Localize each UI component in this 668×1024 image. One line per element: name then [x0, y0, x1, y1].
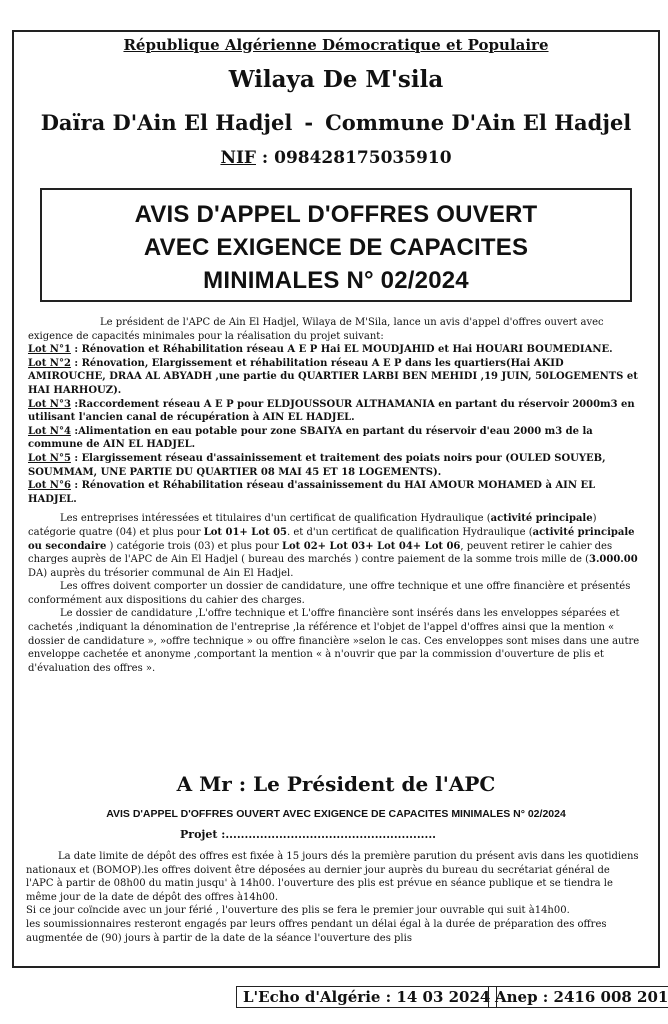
holiday-paragraph: Si ce jour coïncide avec un jour férié , l'ouverture des plis se fera le premier jour ouvrable qui suit à14h00.	[26, 905, 570, 917]
qualif-bold: Lot 01+ Lot 05	[203, 526, 287, 538]
title-line-1: AVIS D'APPEL D'OFFRES OUVERT	[134, 201, 538, 228]
offers-paragraph: Les offres doivent comporter un dossier de candidature, une offre technique et une offre financière et présentés conformément aux dispositions du cahier des charges.	[28, 581, 631, 606]
dossier-paragraph: Le dossier de candidature ,L'offre technique et L'offre financière sont insérés dans les enveloppes séparées et cachetés ,indiquant la dénomination de l'entreprise ,la référence et l'objet de l'appel d'offres ainsi que la mention « dossier de candidature », »offre technique » ou offre financière »selon le cas. Ces enveloppes sont mises dans une autre enveloppe cachetée et anonyme ,comportant la mention « à n'ouvrir que par la commission d'ouverture de plis et d'évaluation des offres ».	[28, 608, 640, 674]
commitment-paragraph: les soumissionnaires resteront engagés par leurs offres pendant un délai égal à la durée de préparation des offres augmentée de (90) jours à partir de la date de la séance l'ouverture des plis	[26, 918, 607, 944]
newspaper-reference: L'Echo d'Algérie : 14 03 2024	[236, 986, 497, 1008]
notice-title-box	[40, 188, 632, 302]
qualif-bold: 3.000.00	[588, 554, 638, 566]
qualification-paragraph	[28, 512, 640, 580]
lot-text: : Rénovation, Elargissement et réhabilitation réseau A E P dans les quartiers(Hai AKID AMIROUCHE, DRAA AL ABYADH ,une partie du QUARTIER LARBI BEN MEHIDI ,19 JUIN, 50LOGEMENTS et HAI HARHOUZ).	[28, 357, 638, 396]
nif-value: : 098428175035910	[261, 148, 452, 168]
qualif-text: ) catégorie trois (03) et plus pour	[106, 540, 282, 552]
lot-item	[28, 357, 640, 398]
lot-text: : Elargissement réseau d'assainissement et traitement des poiats noirs pour (OULED SOUYEB, SOUMMAM, UNE PARTIE DU QUARTIER 08 MAI 45 ET 18 LOGEMENTS).	[28, 452, 606, 478]
republic-heading: République Algérienne Démocratique et Populaire	[123, 36, 549, 54]
lot-item	[28, 398, 640, 425]
envelope-avis-line: AVIS D'APPEL D'OFFRES OUVERT AVEC EXIGENCE DE CAPACITES MINIMALES N° 02/2024	[106, 808, 566, 820]
lot-text: : Rénovation et Réhabilitation réseau A E P Hai EL MOUDJAHID et Hai HOUARI BOUMEDIANE.	[74, 344, 613, 356]
lot-label: Lot N°3	[28, 398, 71, 410]
commune-name: Commune D'Ain El Hadjel	[325, 110, 632, 135]
qualif-text: , peuvent retirer le cahier des charges auprès de l'APC de Ain El Hadjel ( bureau des marchés ) contre paiement de la somme trois mille de (	[28, 540, 613, 566]
lot-text: :Raccordement réseau A E P pour ELDJOUSSOUR ALTHAMANIA en partant du réservoir 2000m3 en utilisant l'ancien canal de récupération à AIN EL HADJEL.	[28, 398, 635, 424]
heading-separator: -	[304, 110, 314, 135]
lot-item	[28, 479, 640, 506]
title-line-2: AVEC EXIGENCE DE CAPACITES	[143, 234, 529, 261]
nif-label: NIF	[220, 148, 256, 168]
deadline-paragraph: La date limite de dépôt des offres est fixée à 15 jours dés la première parution du présent avis dans les quotidiens nationaux et (BOMOP).les offres doivent être déposées au dernier jour auprès du bureau du secrétariat général de l'APC à partir de 08h00 du matin jusqu' à 14h00. l'ouverture des plis est prévue en séance publique et se tiendra le même jour de la date de dépôt des offres à14h00.	[26, 851, 639, 903]
daira-commune-heading	[20, 110, 652, 135]
lot-text: :Alimentation en eau potable pour zone SBAIYA en partant du réservoir d'eau 2000 m3 de la commune de AIN EL HADJEL.	[28, 425, 593, 451]
lot-label: Lot N°5	[28, 452, 71, 464]
lot-item	[28, 452, 640, 479]
lot-text: : Rénovation et Réhabilitation réseau d'assainissement du HAI AMOUR MOHAMED à AIN EL HADJEL.	[28, 480, 596, 505]
nif-line	[14, 148, 658, 168]
lot-item	[28, 343, 640, 357]
qualif-bold: Lot 02+ Lot 03+ Lot 04+ Lot 06	[281, 540, 461, 552]
anep-reference: Anep : 2416 008 201	[488, 986, 668, 1008]
lot-label: Lot N°4	[28, 425, 71, 437]
qualif-text: ) catégorie quatre (04) et plus pour	[28, 513, 597, 538]
notice-body	[28, 316, 640, 675]
wilaya-heading: Wilaya De M'sila	[228, 66, 444, 93]
qualif-text: . et d'un certificat de qualification Hydraulique (	[287, 526, 533, 538]
projet-line: Projet :.......................................................	[180, 828, 436, 841]
lot-label: Lot N°6	[28, 480, 71, 492]
lot-label: Lot N°2	[28, 357, 71, 369]
qualif-text: Les entreprises intéressées et titulaires d'un certificat de qualification Hydraulique (	[60, 513, 491, 525]
title-line-3: MINIMALES N° 02/2024	[203, 267, 469, 294]
lot-label: Lot N°1	[28, 344, 71, 356]
qualif-text: DA) auprès du trésorier communal de Ain El Hadjel.	[28, 567, 294, 579]
intro-paragraph: Le président de l'APC de Ain El Hadjel, Wilaya de M'Sila, lance un avis d'appel d'offres ouvert avec exigence de capacités minimales pour la réalisation du projet suivant:	[28, 317, 604, 342]
deadline-section	[26, 850, 640, 945]
daira-name: Daïra D'Ain El Hadjel	[40, 110, 293, 135]
qualif-bold: activité principale	[490, 513, 593, 525]
lot-item	[28, 425, 640, 452]
addressee-heading: A Mr : Le Président de l'APC	[176, 772, 496, 796]
qualif-bold: activité principale ou secondaire	[28, 526, 635, 552]
